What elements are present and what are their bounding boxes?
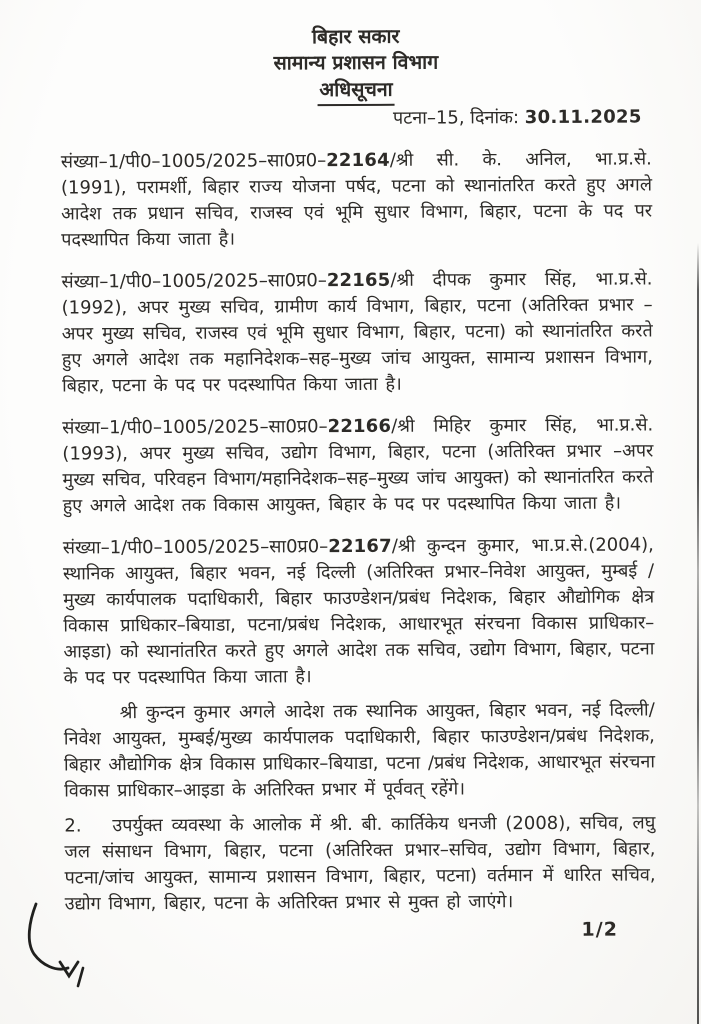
order-2-body: /श्री दीपक कुमार सिंह, भा.प्र.से. (1992), अपर मुख्य सचिव, ग्रामीण कार्य विभाग, बिहार, पटना (अतिरिक्त प्रभार –अपर मुख्य सचिव, राजस्व एवं भूमि सुधार विभाग, बिहार, पटना) को स्थानांतरित करते हुए अगले आदेश तक महानिदेशक–सह–मुख्य जांच आयुक्त, सामान्य प्रशासन विभाग, बिहार, पटना के पद पर पदस्थापित किया जाता है।	[61, 268, 653, 397]
header-department: सामान्य प्रशासन विभाग	[273, 50, 439, 75]
notification-title-text: अधिसूचना	[317, 76, 395, 106]
order-paragraph-4	[63, 532, 655, 691]
order-2-ref-prefix: संख्या–1/पी0–1005/2025–सा0प्र0–	[61, 270, 327, 293]
order-paragraph-1	[61, 146, 653, 253]
page-number: 1/2	[581, 918, 618, 941]
order-paragraph-3	[62, 412, 654, 519]
notification-date: 30.11.2025	[524, 106, 642, 129]
order-4-ref-number: 22167	[328, 535, 392, 558]
header-government: बिहार सकार	[311, 24, 400, 49]
notification-title	[60, 74, 651, 107]
order-3-ref-prefix: संख्या–1/पी0–1005/2025–सा0प्र0–	[62, 416, 328, 439]
order-3-body: /श्री मिहिर कुमार सिंह, भा.प्र.से. (1993), अपर मुख्य सचिव, उद्योग विभाग, बिहार, पटना (अतिरिक्त प्रभार –अपर मुख्य सचिव, परिवहन विभाग/महानिदेशक–सह–मुख्य जांच आयुक्त) को स्थानांतरित करते हुए अगले आदेश तक विकास आयुक्त, बिहार के पद पर पदस्थापित किया जाता है।	[62, 414, 654, 517]
place-date-label: पटना–15, दिनांक:	[392, 107, 525, 129]
order-3-ref-number: 22166	[327, 415, 392, 438]
clause-2-body: उपर्युक्त व्यवस्था के आलोक में श्री. बी. कार्तिकेय धनजी (2008), सचिव, लघु जल संसाधन विभाग, बिहार, पटना (अतिरिक्त प्रभार–सचिव, उद्योग विभाग, बिहार, पटना/जांच आयुक्त, सामान्य प्रशासन विभाग, बिहार, पटना) वर्तमान में धारित सचिव, उद्योग विभाग, बिहार, पटना के अतिरिक्त प्रभार से मुक्त हो जाएंगे।	[64, 812, 656, 915]
clause-2-paragraph	[64, 810, 656, 917]
scan-paper-edge	[697, 243, 699, 1024]
clause-2-marker: 2.	[64, 815, 82, 837]
order-paragraph-2	[61, 266, 653, 399]
continuation-paragraph: श्री कुन्दन कुमार अगले आदेश तक स्थानिक आयुक्त, बिहार भवन, नई दिल्ली/निवेश आयुक्त, मुम्बई/मुख्य कार्यपालक पदाधिकारी, बिहार फाउण्डेशन/प्रबंध निदेशक, बिहार औद्योगिक क्षेत्र विकास प्राधिकार–बियाडा, पटना /प्रबंध निदेशक, आधारभूत संरचना विकास प्राधिकार–आइडा के अतिरिक्त प्रभार में पूर्ववत् रहेंगे।	[63, 699, 656, 802]
order-1-ref-prefix: संख्या–1/पी0–1005/2025–सा0प्र0–	[60, 150, 327, 173]
order-4-ref-prefix: संख्या–1/पी0–1005/2025–सा0प्र0–	[62, 536, 329, 559]
order-4-body: /श्री कुन्दन कुमार, भा.प्र.से.(2004), स्थानिक आयुक्त, बिहार भवन, नई दिल्ली (अतिरिक्त प्रभार–निवेश आयुक्त, मुम्बई /मुख्य कार्यपालक पदाधिकारी, बिहार फाउण्डेशन/प्रबंध निदेशक, बिहार औद्योगिक क्षेत्र विकास प्राधिकार–बियाडा, पटना/प्रबंध निदेशक, आधारभूत संरचना विकास प्राधिकार–आइडा) को स्थानांतरित करते हुए अगले आदेश तक सचिव, उद्योग विभाग, बिहार, पटना के पद पर पदस्थापित किया जाता है।	[62, 534, 655, 689]
dateline	[61, 104, 652, 133]
handwritten-signature-mark-icon	[16, 896, 106, 1006]
order-1-ref-number: 22164	[326, 149, 390, 172]
order-2-ref-number: 22165	[326, 269, 391, 292]
order-1-body: /श्री सी. के. अनिल, भा.प्र.से.(1991), परामर्शी, बिहार राज्य योजना पर्षद, पटना को स्थानांतरित करते हुए अगले आदेश तक प्रधान सचिव, राजस्व एवं भूमि सुधार विभाग, बिहार, पटना के पद पर पदस्थापित किया जाता है।	[60, 148, 653, 251]
